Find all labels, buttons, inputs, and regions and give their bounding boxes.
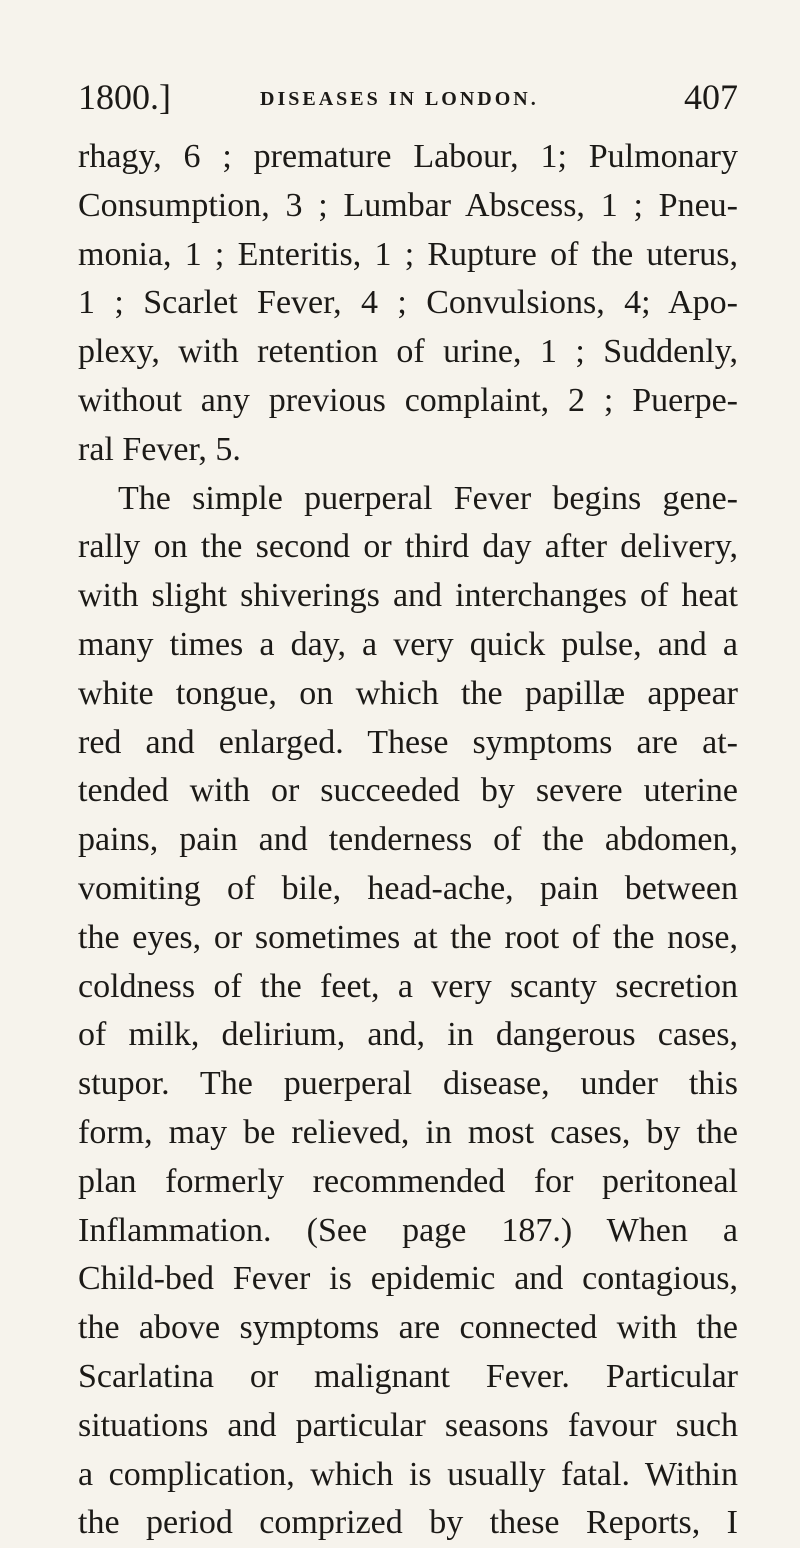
body-text [78,133,738,1548]
text-line: vomiting of bile, head-ache, pain between [78,869,738,907]
text-line: rhagy, 6 ; premature Labour, 1; Pulmonary [78,138,738,175]
text-line: with slight shiverings and interchanges of heat [78,577,738,615]
text-line: monia, 1 ; Enteritis, 1 ; Rupture of the uterus, [78,235,738,273]
text-line: plan formerly recommended for peritoneal [78,1162,738,1200]
text-line: pains, pain and tenderness of the abdomen, [78,821,738,859]
text-line: plexy, with retention of urine, 1 ; Suddenly, [78,333,738,371]
text-line: the eyes, or sometimes at the root of the nose, [78,918,738,956]
text-line: many times a day, a very quick pulse, and a [78,625,738,663]
page-number: 407 [684,77,738,117]
text-line: the above symptoms are connected with the [78,1309,738,1347]
text-line: rally on the second or third day after delivery, [78,528,738,566]
text-line: form, may be relieved, in most cases, by the [78,1113,738,1151]
running-head [78,76,738,120]
text-line: of milk, delirium, and, in dangerous cases, [78,1016,738,1054]
text-line: The simple puerperal Fever begins gene- [118,479,738,517]
text-line: ral Fever, 5. [78,430,241,468]
text-line: a complication, which is usually fatal. Within [78,1455,738,1493]
text-line: Child-bed Fever is epidemic and contagious, [78,1260,738,1298]
text-line: without any previous complaint, 2 ; Puerpe- [78,381,738,419]
text-line: Inflammation. (See page 187.) When a [78,1211,738,1249]
text-line: 1 ; Scarlet Fever, 4 ; Convulsions, 4; Apo- [78,284,738,322]
running-head-year: 1800.] [78,77,171,117]
text-line: situations and particular seasons favour such [78,1406,738,1444]
running-head-title: DISEASES IN LONDON. [260,88,539,110]
text-line: the period comprized by these Reports, I [78,1504,738,1542]
text-line: red and enlarged. These symptoms are at- [78,723,738,761]
text-line: coldness of the feet, a very scanty secretion [78,967,738,1005]
text-line: Scarlatina or malignant Fever. Particular [78,1357,738,1395]
text-line: white tongue, on which the papillæ appear [78,674,738,712]
text-line: Consumption, 3 ; Lumbar Abscess, 1 ; Pneu- [78,186,738,224]
text-line: tended with or succeeded by severe uterine [78,772,738,810]
text-line: stupor. The puerperal disease, under this [78,1065,738,1103]
